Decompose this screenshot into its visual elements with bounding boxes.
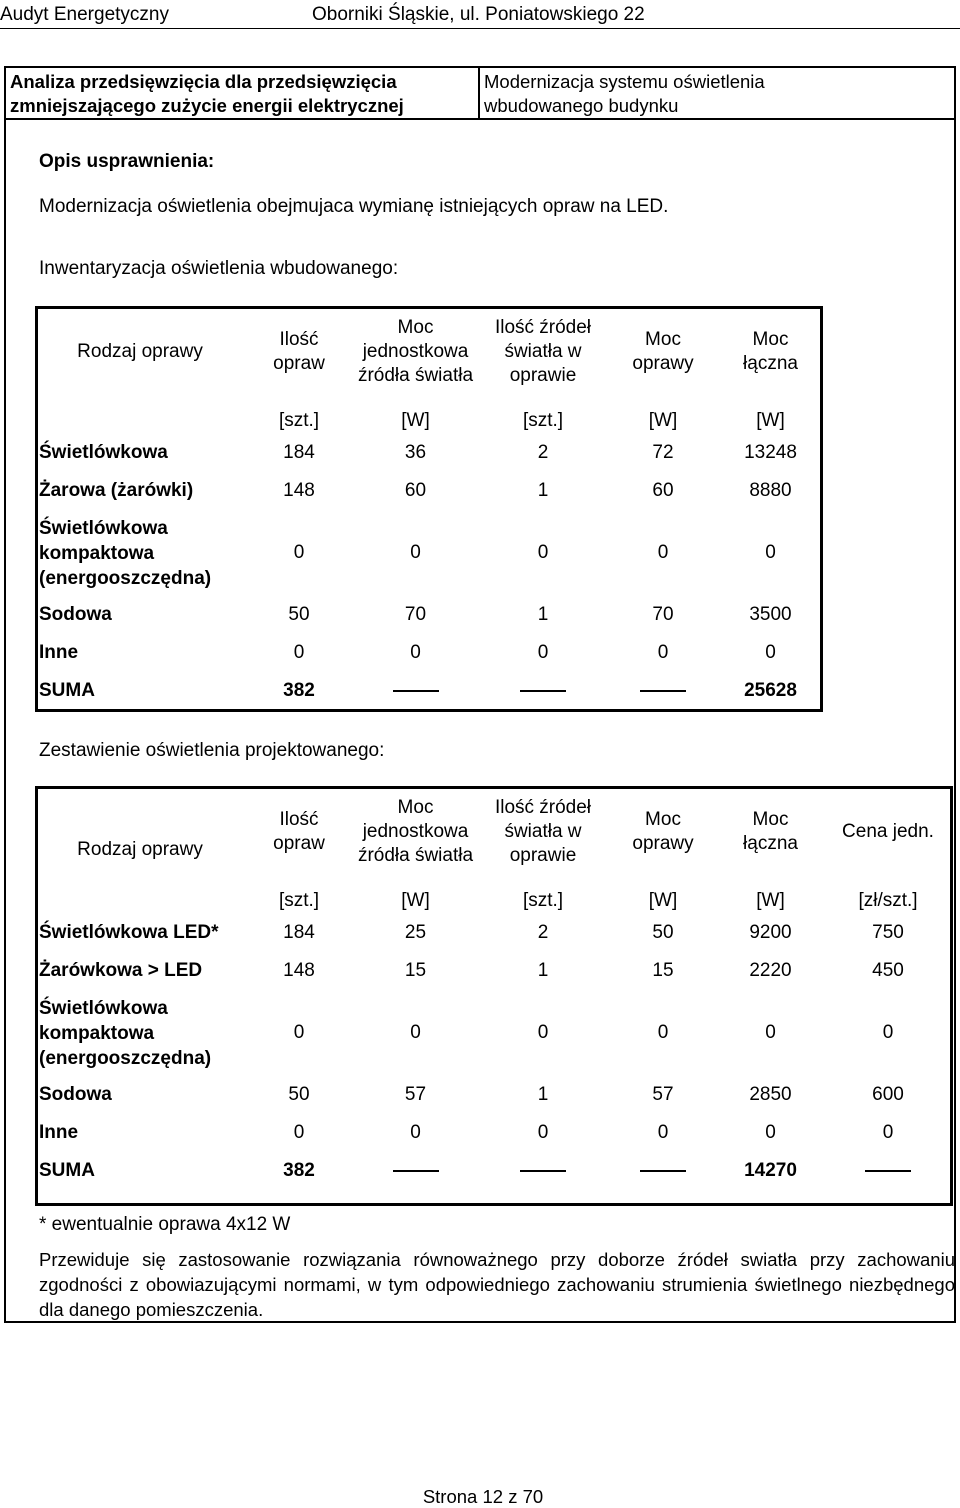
cell-value: 72 [652, 442, 674, 463]
col-header: Moc oprawy [632, 809, 694, 854]
cell-value: 2 [537, 922, 549, 943]
sum-dash [608, 672, 718, 710]
sum-row [35, 1152, 953, 1190]
units-row [35, 396, 823, 434]
unit-cell: [W] [648, 890, 678, 911]
cell-value: 13248 [744, 442, 797, 463]
col-header: Moc jednostkowa źródła światła [357, 317, 474, 386]
cell-value: 57 [404, 1084, 427, 1105]
row-label: Żarowa (żarówki) [39, 480, 194, 501]
table-row [35, 434, 823, 472]
cell-value: 0 [410, 542, 421, 563]
cell-value: 0 [410, 642, 421, 663]
frame-left-border [4, 120, 6, 1323]
analysis-subject-line1: Modernizacja systemu oświetlenia [484, 71, 765, 92]
cell-value: 0 [657, 1022, 669, 1043]
cell-value: 2850 [749, 1084, 792, 1105]
unit-cell: [zł/szt.] [858, 890, 918, 911]
cell-value: 2 [537, 442, 549, 463]
cell-value: 0 [765, 642, 776, 663]
cell-value: 1 [537, 1084, 549, 1105]
cell-value: 8880 [749, 480, 792, 501]
cell-value: 0 [293, 542, 305, 563]
cell-value: 0 [765, 1022, 776, 1043]
cell-value: 15 [652, 960, 674, 981]
unit-cell: [W] [756, 890, 785, 911]
sum-label: SUMA [39, 680, 95, 701]
row-label: Sodowa [39, 1084, 112, 1105]
table-row [35, 990, 953, 1076]
cell-value: 3500 [749, 604, 792, 625]
cell-value: 0 [537, 642, 549, 663]
sum-value: 382 [283, 680, 315, 701]
units-row [35, 876, 953, 914]
table-row [35, 1076, 953, 1114]
unit-cell [35, 876, 245, 914]
analysis-box-divider [478, 68, 480, 118]
row-label: Sodowa [39, 604, 112, 625]
cell-value: 600 [872, 1084, 904, 1105]
unit-cell: [W] [756, 410, 785, 431]
doc-header-address: Oborniki Śląskie, ul. Poniatowskiego 22 [312, 4, 645, 25]
col-header: Ilość źródeł światła w oprawie [494, 317, 592, 386]
cell-value: 70 [652, 604, 674, 625]
row-label: Inne [39, 1122, 79, 1143]
cell-value: 0 [657, 642, 669, 663]
col-header: Moc oprawy [632, 329, 694, 374]
doc-header-title: Audyt Energetyczny [0, 4, 169, 25]
col-header: Ilość opraw [273, 329, 325, 374]
cell-value: 0 [882, 1122, 894, 1143]
cell-value: 60 [652, 480, 674, 501]
unit-cell: [W] [401, 890, 430, 911]
cell-value: 450 [872, 960, 904, 981]
table-row [35, 634, 823, 672]
cell-value: 2220 [749, 960, 792, 981]
analysis-title-line1: Analiza przedsięwzięcia dla przedsięwzięcia [10, 71, 397, 92]
footnote: * ewentualnie oprawa 4x12 W [39, 1214, 291, 1235]
unit-cell: [szt.] [278, 410, 320, 431]
cell-value: 60 [404, 480, 427, 501]
table-row [35, 1114, 953, 1152]
analysis-subject [484, 70, 765, 118]
inventory-table [35, 308, 823, 710]
sum-dash [478, 1152, 608, 1190]
row-label: Świetlówkowa LED* [39, 922, 219, 943]
cell-value: 15 [404, 960, 427, 981]
cell-value: 0 [293, 1022, 305, 1043]
analysis-box [4, 66, 956, 120]
unit-cell: [W] [401, 410, 430, 431]
cell-value: 0 [293, 642, 305, 663]
row-label: Żarówkowa > LED [39, 960, 203, 981]
col-header: Moc jednostkowa źródła światła [357, 797, 474, 866]
row-label: Inne [39, 642, 79, 663]
cell-value: 0 [657, 1122, 669, 1143]
cell-value: 1 [537, 604, 549, 625]
cell-value: 9200 [749, 922, 792, 943]
unit-cell: [szt.] [278, 890, 320, 911]
cell-value: 750 [872, 922, 904, 943]
analysis-subject-line2: wbudowanego budynku [484, 95, 679, 116]
page-number: Strona 12 z 70 [422, 1486, 544, 1507]
cell-value: 0 [765, 542, 776, 563]
cell-value: 0 [293, 1122, 305, 1143]
sum-dash [353, 672, 478, 710]
sum-dash [608, 1152, 718, 1190]
cell-value: 0 [537, 1022, 549, 1043]
sum-value: 25628 [744, 680, 797, 701]
col-header: Rodzaj oprawy [77, 341, 203, 362]
frame-right-border [954, 120, 956, 1323]
description-label: Opis usprawnienia: [39, 151, 215, 172]
cell-value: 184 [283, 922, 315, 943]
col-header: Ilość opraw [273, 809, 325, 854]
table-row [35, 914, 953, 952]
table-row [35, 596, 823, 634]
cell-value: 0 [537, 1122, 549, 1143]
cell-value: 50 [652, 922, 674, 943]
row-label: Świetlówkowa kompaktowa (energooszczędna) [39, 997, 212, 1069]
cell-value: 0 [537, 542, 549, 563]
inventory-title: Inwentaryzacja oświetlenia wbudowanego: [39, 258, 399, 279]
sum-value: 14270 [744, 1160, 797, 1181]
cell-value: 1 [537, 960, 549, 981]
unit-cell: [W] [648, 410, 678, 431]
col-header: Ilość źródeł światła w oprawie [494, 797, 592, 866]
sum-dash [478, 672, 608, 710]
col-header: Moc łączna [743, 809, 798, 854]
sum-dash [353, 1152, 478, 1190]
cell-value: 0 [410, 1122, 421, 1143]
frame-bottom-border [4, 1321, 956, 1323]
table-header-row [35, 308, 823, 396]
cell-value: 70 [404, 604, 427, 625]
cell-value: 36 [404, 442, 427, 463]
table-row [35, 472, 823, 510]
sum-value: 382 [283, 1160, 315, 1181]
col-header: Moc łączna [743, 329, 798, 374]
col-header: Rodzaj oprawy [77, 839, 203, 860]
row-label: Świetlówkowa kompaktowa (energooszczędna) [39, 517, 212, 589]
cell-value: 0 [657, 542, 669, 563]
col-header: Cena jedn. [842, 821, 934, 842]
cell-value: 50 [288, 604, 310, 625]
table-header-row [35, 788, 953, 876]
cell-value: 0 [765, 1122, 776, 1143]
cell-value: 1 [537, 480, 549, 501]
analysis-title-line2: zmniejszającego zużycie energii elektrycznej [10, 95, 404, 116]
cell-value: 57 [652, 1084, 674, 1105]
sum-row [35, 672, 823, 710]
description-text: Modernizacja oświetlenia obejmujaca wymianę istniejących opraw na LED. [39, 196, 669, 217]
row-label: Świetlówkowa [39, 442, 168, 463]
cell-value: 184 [283, 442, 315, 463]
cell-value: 0 [882, 1022, 894, 1043]
unit-cell: [szt.] [522, 890, 564, 911]
table-row [35, 952, 953, 990]
sum-label: SUMA [39, 1160, 95, 1181]
cell-value: 148 [283, 960, 315, 981]
cell-value: 25 [404, 922, 427, 943]
projected-title: Zestawienie oświetlenia projektowanego: [39, 740, 385, 761]
cell-value: 148 [283, 480, 315, 501]
table-row [35, 510, 823, 596]
unit-cell [35, 396, 245, 434]
cell-value: 50 [288, 1084, 310, 1105]
sum-dash [823, 1152, 953, 1190]
cell-value: 0 [410, 1022, 421, 1043]
unit-cell: [szt.] [522, 410, 564, 431]
summary-paragraph: Przewiduje się zastosowanie rozwiązania równoważnego przy doborze źródeł swiatła przy zachowaniu zgodności z obowiazującymi normami, w tym odpowiedniego zachowaniu strumienia świetlnego niezbędnego dla danego pomieszczenia. [39, 1249, 955, 1320]
header-divider [0, 28, 960, 29]
projected-table [35, 788, 953, 1190]
analysis-title [10, 70, 404, 118]
